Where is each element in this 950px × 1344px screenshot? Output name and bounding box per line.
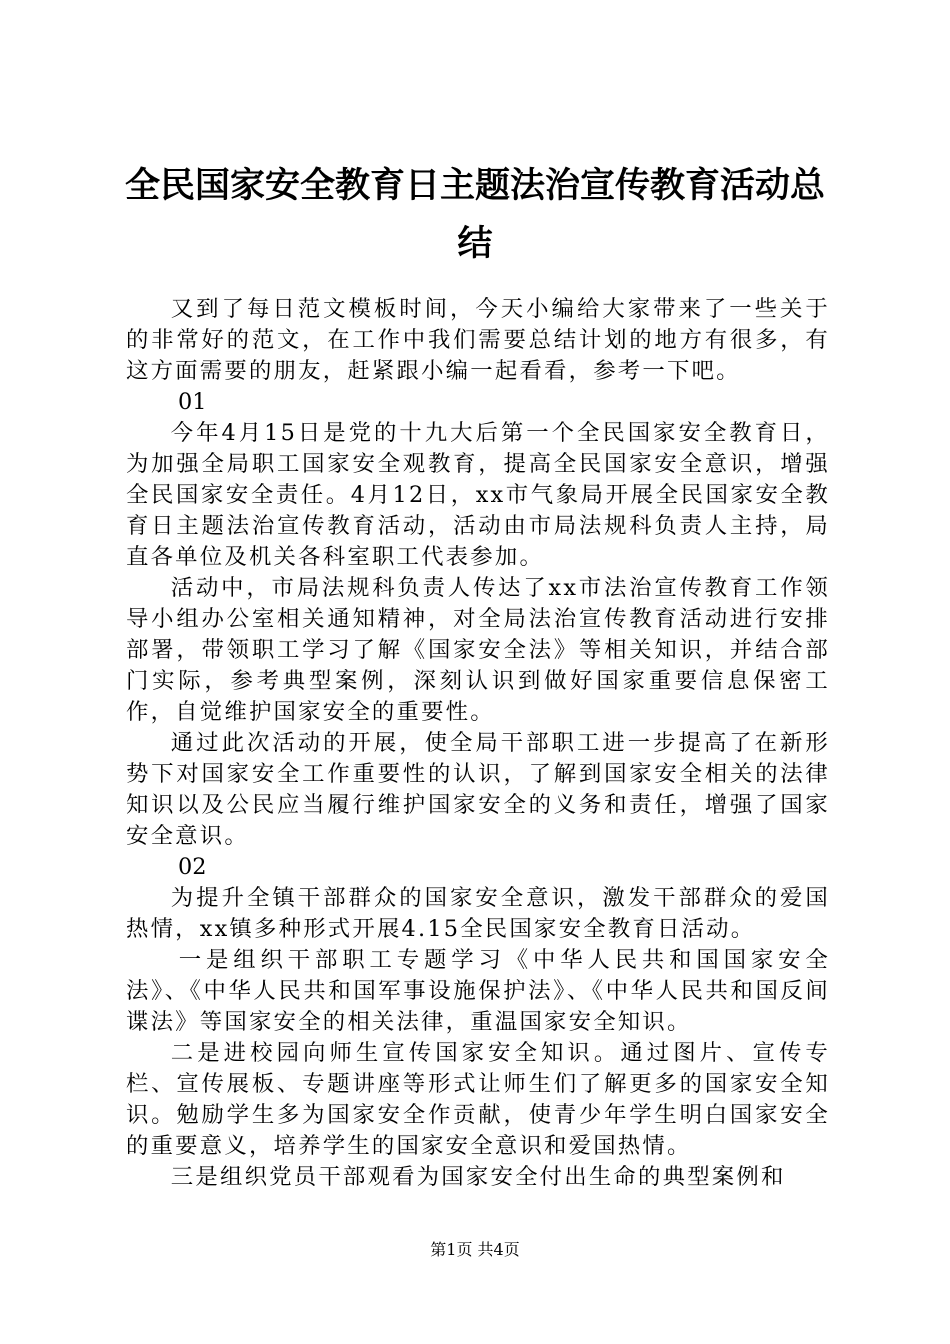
section2-paragraph-2: 一是组织干部职工专题学习《中华人民共和国国家安全法》、《中华人民共和国军事设施保护法》、《中华人民共和国反间谍法》等国家安全的相关法律，重温国家安全知识。 <box>126 947 830 1035</box>
section2-paragraph-4: 三是组织党员干部观看为国家安全付出生命的典型案例和 <box>170 1164 786 1190</box>
section1-paragraph-2: 活动中，市局法规科负责人传达了xx市法治宣传教育工作领导小组办公室相关通知精神，对全局法治宣传教育活动进行安排部署，带领职工学习了解《国家安全法》等相关知识，并结合部门实际，参考典型案例，深刻认识到做好国家重要信息保密工作，自觉维护国家安全的重要性。 <box>126 575 830 725</box>
section2-paragraph-3: 二是进校园向师生宣传国家安全知识。通过图片、宣传专栏、宣传展板、专题讲座等形式让师生们了解更多的国家安全知识。勉励学生多为国家安全作贡献，使青少年学生明白国家安全的重要意义，培养学生的国家安全意识和爱国热情。 <box>126 1040 830 1159</box>
page-footer: 第1页 共4页 <box>430 1240 520 1259</box>
section-marker-01: 01 <box>178 389 207 415</box>
document-title-line2: 结 <box>457 224 493 264</box>
intro-paragraph: 又到了每日范文模板时间，今天小编给大家带来了一些关于的非常好的范文，在工作中我们需要总结计划的地方有很多，有这方面需要的朋友，赶紧跟小编一起看看，参考一下吧。 <box>126 296 830 384</box>
section1-paragraph-3: 通过此次活动的开展，使全局干部职工进一步提高了在新形势下对国家安全工作重要性的认识，了解到国家安全相关的法律知识以及公民应当履行维护国家安全的义务和责任，增强了国家安全意识。 <box>126 730 830 849</box>
section1-paragraph-1: 今年4月15日是党的十九大后第一个全民国家安全教育日，为加强全局职工国家安全观教育，提高全民国家安全意识，增强全民国家安全责任。4月12日，xx市气象局开展全民国家安全教育日主题法治宣传教育活动，活动由市局法规科负责人主持，局直各单位及机关各科室职工代表参加。 <box>126 420 830 570</box>
section-marker-02: 02 <box>178 854 207 880</box>
document-title-line1: 全民国家安全教育日主题法治宣传教育活动总 <box>124 166 825 206</box>
document-body <box>126 294 830 1193</box>
section2-paragraph-1: 为提升全镇干部群众的国家安全意识，激发干部群众的爱国热情，xx镇多种形式开展4.15全民国家安全教育日活动。 <box>126 885 830 942</box>
